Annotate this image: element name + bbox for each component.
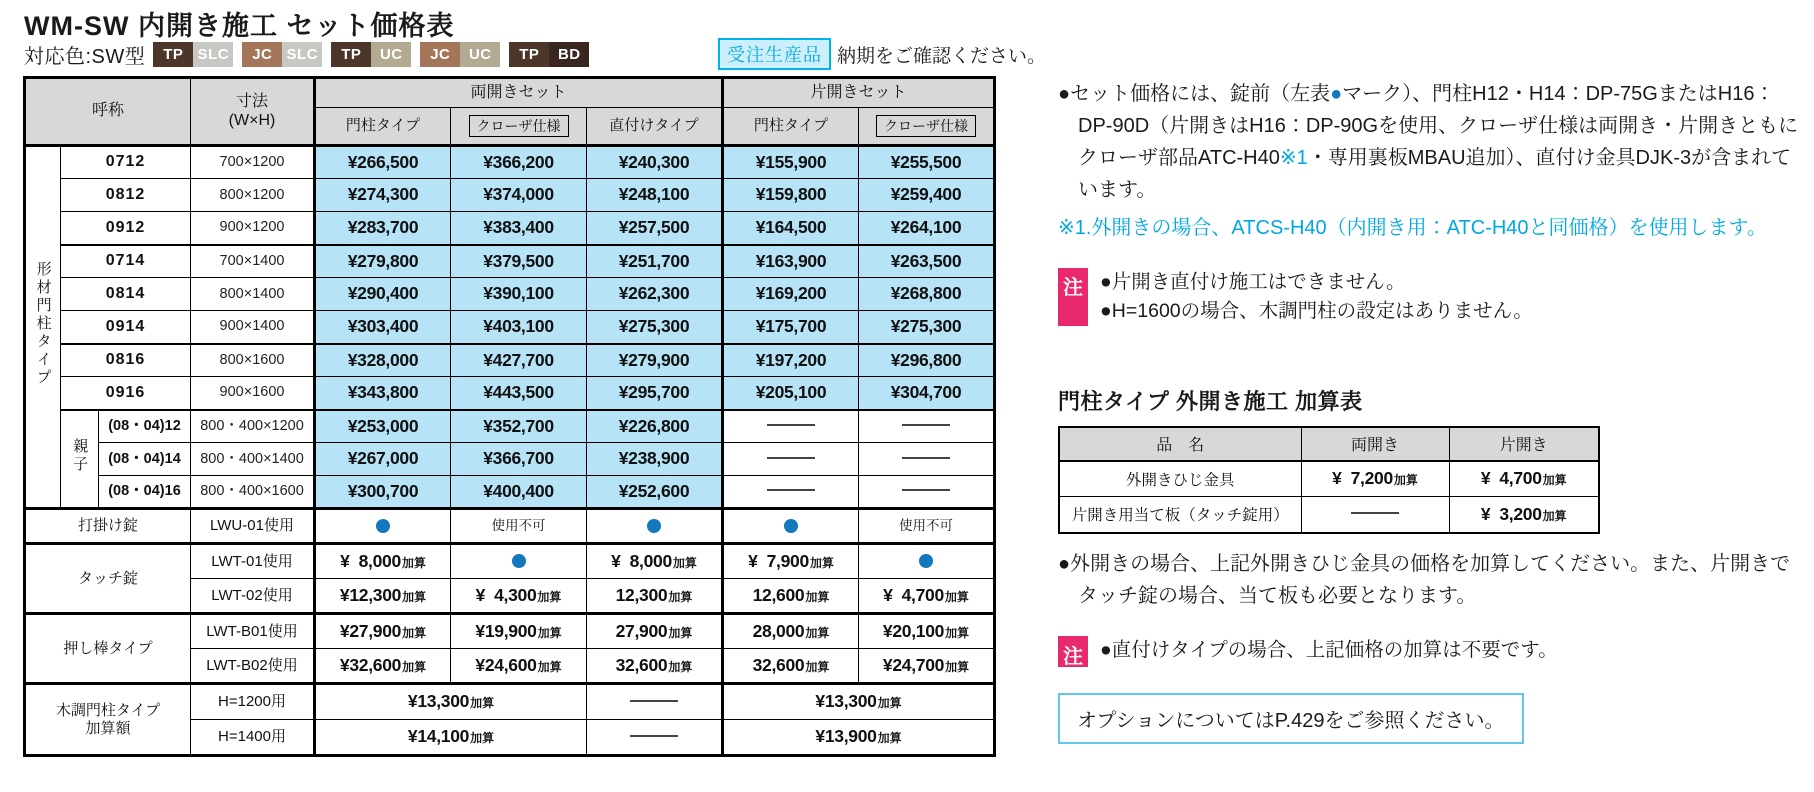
caution-line: ●片開き直付け施工はできません。 [1100, 271, 1406, 293]
price-cell [315, 476, 451, 509]
wood-post-addition-label: 木調門柱タイプ 加算額 [25, 684, 191, 756]
price-cell [723, 476, 859, 509]
price-with-suffix: 12,600加算 [752, 584, 830, 605]
color-chip-pair [242, 42, 322, 67]
price-with-suffix: ¥20,100加算 [882, 620, 970, 641]
price-value: ¥268,800 [890, 283, 962, 304]
addition-price-cell [723, 684, 995, 720]
dimension-cell: 900×1600 [191, 377, 315, 410]
option-price-cell [315, 544, 451, 579]
model-code-cell: 0912 [61, 212, 191, 245]
caution-badge: 注 [1058, 268, 1088, 326]
price-value: ¥238,900 [618, 448, 690, 469]
price-value: ¥159,800 [755, 184, 827, 205]
option-price-cell [451, 614, 587, 649]
option-price-cell [587, 544, 723, 579]
dimension-cell: 900×1400 [191, 311, 315, 344]
color-chip-tp: TP [153, 42, 193, 67]
color-chip-pair [509, 42, 589, 67]
addition-price-cell [587, 684, 723, 720]
color-chip-tp: TP [509, 42, 549, 67]
col-header-size [191, 78, 315, 146]
price-cell [859, 410, 995, 443]
addition-price-cell [315, 684, 587, 720]
price-cell [859, 212, 995, 245]
price-with-suffix: ¥13,300加算 [407, 691, 495, 712]
addition-price-cell [587, 720, 723, 756]
model-code-cell: 0916 [61, 377, 191, 410]
price-value: ¥252,600 [618, 480, 690, 501]
unusable-label: 使用不可 [899, 517, 953, 533]
price-with-suffix: 28,000加算 [752, 620, 830, 641]
price-cell [315, 410, 451, 443]
price-cell [723, 278, 859, 311]
price-cell [315, 212, 451, 245]
outward-addition-table [1058, 426, 1600, 534]
included-dot-icon [919, 554, 933, 568]
price-value: ¥205,100 [755, 382, 827, 403]
price-cell [723, 179, 859, 212]
dimension-cell: 700×1200 [191, 146, 315, 179]
lock-model-cell: LWT-01使用 [191, 544, 315, 579]
price-value: ¥226,800 [618, 415, 690, 436]
price-cell [451, 245, 587, 278]
closer-boxed-label: クローザ仕様 [469, 115, 569, 137]
price-with-suffix: 12,300加算 [615, 584, 693, 605]
price-value: ¥304,700 [890, 382, 962, 403]
color-chip-jc: JC [242, 42, 282, 67]
lock-model-cell: LWT-02使用 [191, 579, 315, 614]
model-code-cell: 0714 [61, 245, 191, 278]
outward-note: ●外開きの場合、上記外開きひじ金具の価格を加算してください。また、片開きでタッチ錠の場合、当て板も必要となります。 [1058, 552, 1791, 607]
price-value: ¥275,300 [618, 316, 690, 337]
price-value: ¥255,500 [890, 151, 962, 172]
option-price-cell [587, 649, 723, 684]
price-value: ¥164,500 [755, 217, 827, 238]
dimension-cell: 800・400×1600 [191, 476, 315, 509]
price-with-suffix: ¥13,300加算 [815, 691, 902, 712]
not-available-dash [1351, 512, 1399, 514]
model-code-cell: 0914 [61, 311, 191, 344]
price-cell [859, 278, 995, 311]
caution-line: ●直付けタイプの場合、上記価格の加算は不要です。 [1100, 638, 1558, 661]
dimension-cell: 800×1200 [191, 179, 315, 212]
height-spec-cell: H=1200用 [191, 684, 315, 720]
footnote-1: ※1.外開きの場合、ATCS-H40（内開き用：ATC-H40と同価格）を使用します。 [1058, 217, 1767, 239]
price-value: ¥295,700 [618, 382, 690, 403]
option-price-cell [315, 649, 451, 684]
price-with-suffix: ¥12,300加算 [339, 584, 427, 605]
color-chip-bd: BD [549, 42, 589, 67]
option-price-cell [859, 509, 995, 544]
price-value: ¥163,900 [755, 250, 827, 271]
sub-header-post-double: 門柱タイプ [315, 108, 451, 146]
included-dot-icon [784, 519, 798, 533]
price-value: ¥303,400 [347, 316, 419, 337]
price-value: ¥274,300 [347, 184, 419, 205]
price-value: ¥266,500 [347, 151, 419, 172]
option-price-cell [451, 649, 587, 684]
price-cell [451, 476, 587, 509]
price-value: ¥197,200 [755, 349, 827, 370]
price-value: ¥343,800 [347, 382, 419, 403]
not-available-dash [630, 700, 678, 702]
price-with-suffix: ¥ 8,000加算 [611, 550, 697, 571]
price-cell [451, 443, 587, 476]
price-value: ¥374,000 [483, 184, 554, 205]
price-cell [723, 212, 859, 245]
option-price-cell [587, 579, 723, 614]
price-with-suffix: ¥19,900加算 [475, 620, 562, 641]
price-cell [315, 278, 451, 311]
price-value: ¥263,500 [890, 250, 962, 271]
price-value: ¥296,800 [890, 349, 962, 370]
color-chip-jc: JC [420, 42, 460, 67]
model-code-cell: 0712 [61, 146, 191, 179]
option-price-cell [315, 509, 451, 544]
option-price-cell [723, 649, 859, 684]
color-support-label: 対応色:SW型 [24, 46, 146, 68]
color-chip-slc: SLC [282, 42, 322, 67]
model-code-cell: (08・04)14 [99, 443, 191, 476]
closer-boxed-label: クローザ仕様 [876, 115, 976, 137]
price-cell [859, 146, 995, 179]
blue-dot-mark: ● [1330, 83, 1343, 105]
price-cell [587, 212, 723, 245]
price-value: ¥328,000 [347, 349, 419, 370]
price-value: ¥427,700 [483, 349, 554, 370]
price-cell [315, 245, 451, 278]
size-header-line2: (W×H) [228, 111, 276, 129]
price-with-suffix: ¥24,700加算 [882, 654, 970, 675]
price-cell [451, 146, 587, 179]
price-cell [315, 146, 451, 179]
price-value: ¥275,300 [890, 316, 962, 337]
price-with-suffix: ¥ 4,700加算 [1480, 468, 1567, 489]
price-cell [315, 311, 451, 344]
price-value: ¥253,000 [347, 415, 419, 436]
price-cell [587, 311, 723, 344]
not-available-dash [902, 489, 950, 491]
sub-header-closer-single [859, 108, 995, 146]
price-cell [451, 212, 587, 245]
price-cell [315, 443, 451, 476]
price-value: ¥383,400 [483, 217, 554, 238]
vertical-label: 形材門柱タイプ [34, 261, 52, 388]
lock-model-cell: LWT-B02使用 [191, 649, 315, 684]
price-cell [587, 443, 723, 476]
price-value: ¥240,300 [618, 151, 690, 172]
model-code-cell: (08・04)16 [99, 476, 191, 509]
price-cell [587, 344, 723, 377]
price-value: ¥403,100 [483, 316, 554, 337]
addition-price-cell [315, 720, 587, 756]
price-value: ¥366,200 [483, 151, 554, 172]
price-cell [859, 344, 995, 377]
option-price-cell [723, 544, 859, 579]
price-value: ¥169,200 [755, 283, 827, 304]
addition-table-body [1059, 461, 1599, 533]
price-value: ¥443,500 [483, 382, 554, 403]
price-cell [451, 344, 587, 377]
price-cell [723, 245, 859, 278]
option-price-cell [451, 579, 587, 614]
price-cell [587, 377, 723, 410]
price-cell [315, 344, 451, 377]
included-dot-icon [376, 519, 390, 533]
model-code-cell: 0816 [61, 344, 191, 377]
price-value: ¥257,500 [618, 217, 690, 238]
dimension-cell: 800×1400 [191, 278, 315, 311]
dimension-cell: 700×1400 [191, 245, 315, 278]
price-cell [587, 245, 723, 278]
not-available-dash [767, 424, 815, 426]
price-with-suffix: ¥32,600加算 [339, 654, 427, 675]
price-value: ¥300,700 [347, 480, 419, 501]
price-with-suffix: 32,600加算 [752, 654, 830, 675]
price-cell [587, 278, 723, 311]
price-cell [859, 443, 995, 476]
order-info [718, 38, 1046, 70]
price-with-suffix: ¥ 4,300加算 [475, 584, 562, 605]
price-cell [587, 476, 723, 509]
add-col-single: 片開き [1449, 427, 1599, 461]
option-price-cell [859, 544, 995, 579]
price-table-body [25, 146, 995, 756]
price-value: ¥390,100 [483, 283, 554, 304]
footnote-ref: ※1 [1279, 147, 1308, 169]
price-value: ¥262,300 [618, 283, 690, 304]
oyako-label [61, 410, 99, 509]
price-value: ¥175,700 [755, 316, 827, 337]
lock-model-cell: LWT-B01使用 [191, 614, 315, 649]
price-cell [451, 311, 587, 344]
price-value: ¥259,400 [890, 184, 962, 205]
price-value: ¥283,700 [347, 217, 419, 238]
price-with-suffix: 32,600加算 [615, 654, 693, 675]
price-cell [315, 377, 451, 410]
price-value: ¥248,100 [618, 184, 690, 205]
price-value: ¥352,700 [483, 415, 554, 436]
notes-panel [1058, 78, 1806, 744]
lock-model-cell: LWU-01使用 [191, 509, 315, 544]
price-with-suffix: ¥24,600加算 [475, 654, 562, 675]
caution-lines [1100, 268, 1533, 327]
color-chip-pair [331, 42, 411, 67]
price-cell [723, 443, 859, 476]
color-chips [153, 42, 589, 67]
price-with-suffix: 27,900加算 [615, 620, 693, 641]
not-available-dash [630, 735, 678, 737]
note-text: マーク）、門柱H12・H14：DP-75GまたはH16：DP-90D（片開きはH16：DP-90Gを使用、クローザ仕様は両開き・片開きともにクローザ部品ATC-H40 [1078, 83, 1799, 169]
color-chip-tp: TP [331, 42, 371, 67]
price-value: ¥400,400 [483, 480, 554, 501]
price-cell [723, 146, 859, 179]
sub-header-direct: 直付けタイプ [587, 108, 723, 146]
price-cell [723, 311, 859, 344]
not-available-dash [902, 424, 950, 426]
option-price-cell [315, 614, 451, 649]
dimension-cell: 900×1200 [191, 212, 315, 245]
price-value: ¥279,800 [347, 250, 419, 271]
price-cell [723, 410, 859, 443]
price-table [23, 76, 996, 757]
lock-type-label: 押し棒タイプ [25, 614, 191, 684]
made-to-order-badge: 受注生産品 [718, 38, 831, 70]
price-value: ¥379,500 [483, 250, 554, 271]
price-cell [859, 179, 995, 212]
caution-block-1 [1058, 268, 1806, 327]
model-code-cell: (08・04)12 [99, 410, 191, 443]
color-support-row [24, 40, 589, 69]
size-header-line1: 寸法 [235, 93, 268, 111]
price-cell [723, 377, 859, 410]
addition-price-cell [723, 720, 995, 756]
price-cell [859, 377, 995, 410]
price-cell [587, 179, 723, 212]
price-cell [859, 476, 995, 509]
addition-price-cell [1301, 461, 1449, 497]
profile-post-type-label [25, 146, 61, 509]
price-with-suffix: ¥13,900加算 [815, 726, 902, 747]
price-cell [451, 179, 587, 212]
set-contents-note [1058, 78, 1806, 206]
option-price-cell [315, 579, 451, 614]
color-chip-slc: SLC [193, 42, 233, 67]
caution-line: ●H=1600の場合、木調門柱の設定はありません。 [1100, 300, 1533, 323]
option-price-cell [451, 544, 587, 579]
option-price-cell [723, 614, 859, 649]
lock-type-label: 打掛け錠 [25, 509, 191, 544]
price-cell [587, 146, 723, 179]
price-with-suffix: ¥ 3,200加算 [1480, 503, 1567, 524]
col-header-name: 呼称 [25, 78, 191, 146]
price-value: ¥251,700 [618, 250, 690, 271]
addition-table-title: 門柱タイプ 外開き施工 加算表 [1058, 388, 1363, 414]
model-code-cell: 0812 [61, 179, 191, 212]
price-cell [451, 377, 587, 410]
price-with-suffix: ¥ 4,700加算 [883, 584, 969, 605]
option-price-cell [859, 649, 995, 684]
included-dot-icon [647, 519, 661, 533]
dimension-cell: 800×1600 [191, 344, 315, 377]
color-chip-uc: UC [460, 42, 500, 67]
group-header-single: 片開きセット [723, 78, 995, 108]
included-dot-icon [512, 554, 526, 568]
model-code-cell: 0814 [61, 278, 191, 311]
option-price-cell [723, 579, 859, 614]
price-with-suffix: ¥ 7,900加算 [748, 550, 834, 571]
group-header-double: 両開きセット [315, 78, 723, 108]
note-text: ・専用裏板MBAU追加）、直付け金具DJK-3が含まれています。 [1078, 147, 1792, 201]
option-price-cell [587, 509, 723, 544]
price-with-suffix: ¥ 8,000加算 [340, 550, 426, 571]
page-title: WM-SW 内開き施工 セット価格表 [24, 11, 455, 41]
vertical-label: 親子 [71, 438, 89, 475]
caution-block-2 [1058, 636, 1806, 667]
price-value: ¥290,400 [347, 283, 419, 304]
sub-header-post-single: 門柱タイプ [723, 108, 859, 146]
price-value: ¥366,700 [483, 448, 554, 469]
dimension-cell: 800・400×1200 [191, 410, 315, 443]
color-chip-pair [420, 42, 500, 67]
price-cell [451, 278, 587, 311]
not-available-dash [767, 489, 815, 491]
addition-price-cell [1449, 497, 1599, 533]
note-text: ●セット価格には、錠前（左表 [1058, 83, 1331, 105]
addition-price-cell [1301, 497, 1449, 533]
price-value: ¥267,000 [347, 448, 419, 469]
price-value: ¥279,900 [618, 349, 690, 370]
price-value: ¥264,100 [890, 217, 962, 238]
price-with-suffix: ¥27,900加算 [339, 620, 427, 641]
add-col-item: 品 名 [1059, 427, 1301, 461]
price-cell [859, 311, 995, 344]
option-price-cell [859, 579, 995, 614]
dimension-cell: 800・400×1400 [191, 443, 315, 476]
delivery-note: 納期をご確認ください。 [837, 45, 1047, 67]
not-available-dash [767, 457, 815, 459]
price-cell [723, 344, 859, 377]
not-available-dash [902, 457, 950, 459]
color-chip-pair [153, 42, 233, 67]
add-col-double: 両開き [1301, 427, 1449, 461]
item-name-cell: 外開きひじ金具 [1059, 461, 1301, 497]
price-with-suffix: ¥14,100加算 [407, 726, 495, 747]
price-with-suffix: ¥ 7,200加算 [1332, 468, 1418, 489]
option-price-cell [587, 614, 723, 649]
option-price-cell [723, 509, 859, 544]
price-cell [451, 410, 587, 443]
price-cell [315, 179, 451, 212]
height-spec-cell: H=1400用 [191, 720, 315, 756]
lock-type-label: タッチ錠 [25, 544, 191, 614]
option-price-cell [451, 509, 587, 544]
option-price-cell [859, 614, 995, 649]
price-cell [859, 245, 995, 278]
color-chip-uc: UC [371, 42, 411, 67]
caution-badge: 注 [1058, 636, 1088, 667]
sub-header-closer-double [451, 108, 587, 146]
unusable-label: 使用不可 [491, 517, 546, 533]
price-cell [587, 410, 723, 443]
price-value: ¥155,900 [755, 151, 827, 172]
item-name-cell: 片開き用当て板（タッチ錠用） [1059, 497, 1301, 533]
option-reference-box: オプションについてはP.429をご参照ください。 [1058, 693, 1524, 744]
addition-price-cell [1449, 461, 1599, 497]
